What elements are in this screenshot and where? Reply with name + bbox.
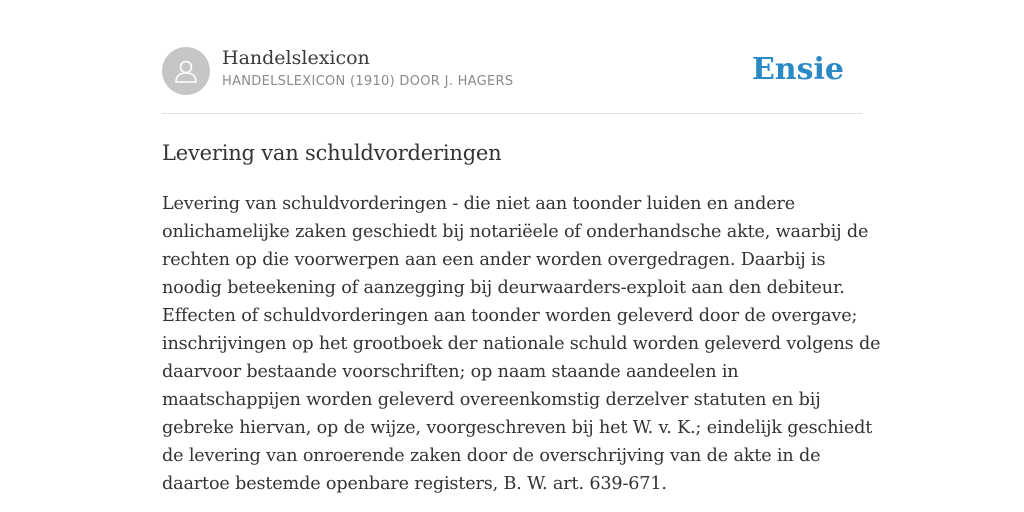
article-title: Levering van schuldvorderingen bbox=[162, 141, 502, 165]
article-line: inschrijvingen op het grootboek der nationale schuld worden geleverd volgens de bbox=[162, 334, 881, 354]
article-line: Levering van schuldvorderingen - die niet aan toonder luiden en andere bbox=[162, 194, 796, 214]
article-line: rechten op die voorwerpen aan een ander worden overgedragen. Daarbij is bbox=[162, 250, 826, 270]
source-avatar[interactable] bbox=[162, 47, 210, 95]
article-line: daarvoor bestaande voorschriften; op naam staande aandeelen in bbox=[162, 362, 739, 382]
user-icon bbox=[172, 57, 200, 85]
brand-logo[interactable]: Ensie bbox=[751, 52, 844, 87]
article-line: gebreke hiervan, op de wijze, voorgeschreven bij het W. v. K.; eindelijk geschiedt bbox=[162, 418, 873, 438]
header-divider bbox=[162, 113, 862, 114]
article-line: Effecten of schuldvorderingen aan toonder worden geleverd door de overgave; bbox=[162, 306, 858, 326]
source-subtitle: HANDELSLEXICON (1910) DOOR J. HAGERS bbox=[222, 74, 514, 89]
source-header bbox=[162, 46, 862, 96]
article-line: maatschappijen worden geleverd overeenkomstig derzelver statuten en bij bbox=[162, 390, 821, 410]
article-line: de levering van onroerende zaken door de overschrijving van de akte in de bbox=[162, 446, 821, 466]
article-body bbox=[162, 190, 881, 498]
article-line: onlichamelijke zaken geschiedt bij notariëele of onderhandsche akte, waarbij de bbox=[162, 222, 869, 242]
article-line: noodig beteekening of aanzegging bij deurwaarders-exploit aan den debiteur. bbox=[162, 278, 845, 298]
source-name-link[interactable]: Handelslexicon bbox=[222, 47, 370, 69]
article-line: daartoe bestemde openbare registers, B. W. art. 639-671. bbox=[162, 474, 667, 494]
